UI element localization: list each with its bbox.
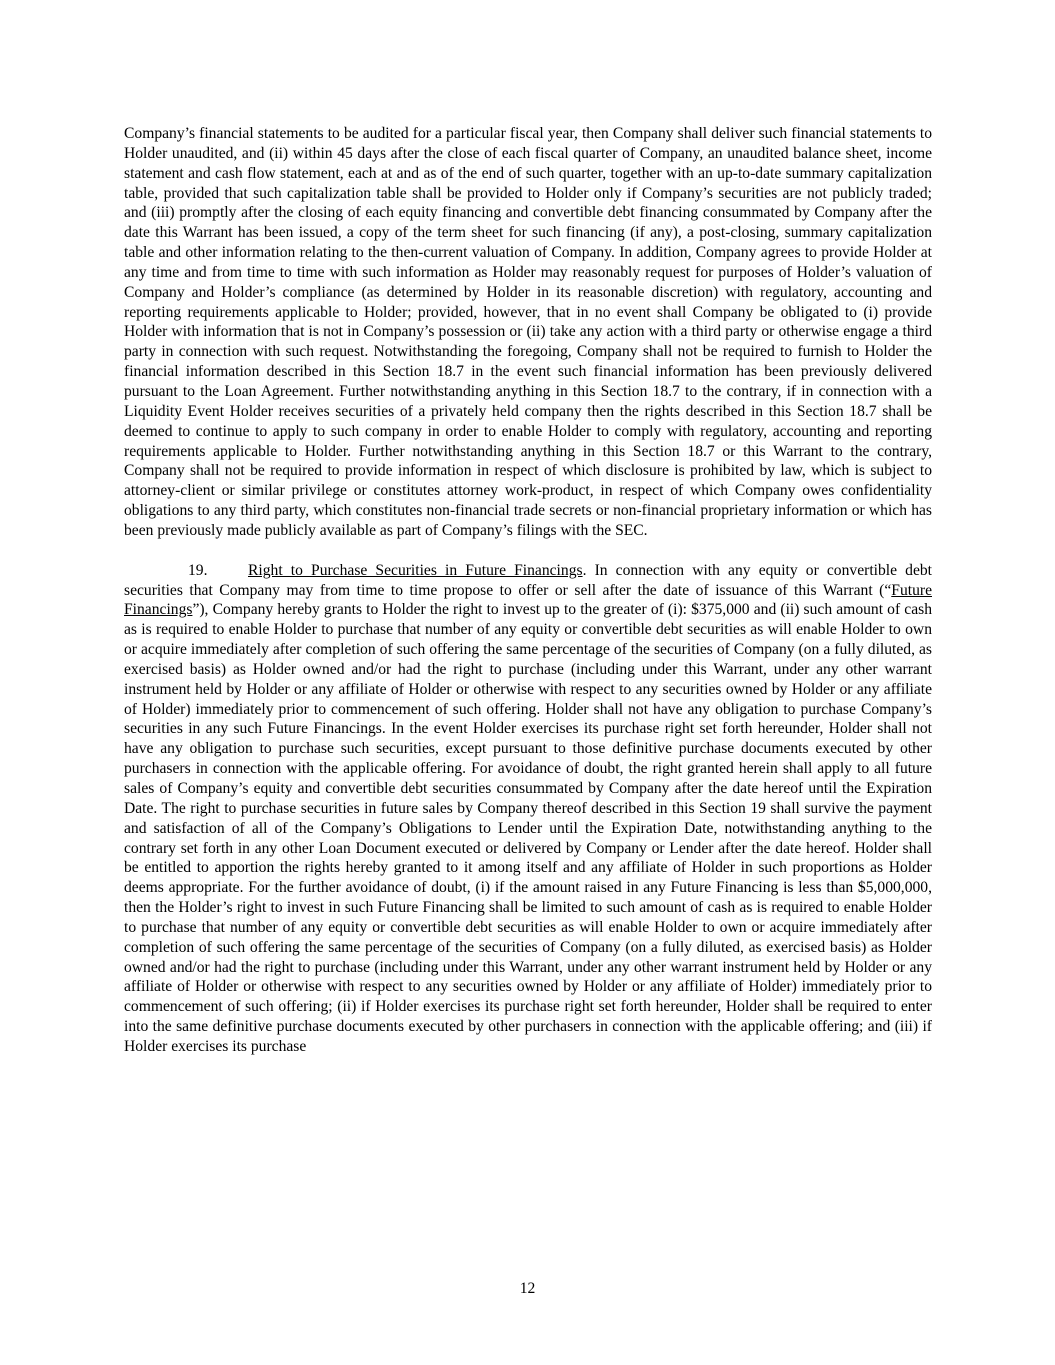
- section-text-part-a: . In connection with any equity or convertible debt securities that Company may from time to time propose to offer or sell after the date of issuance of this Warrant (“: [124, 561, 932, 599]
- section-text-part-b: ”), Company hereby grants to Holder the right to invest up to the greater of (i): $375,000 and (ii) such amount of cash as is required to enable Holder to purchase that number of any equity or convertible debt securities as will enable Holder to own or acquire immediately after completion of such offering the same percentage of the securities of Company (on a fully diluted, as exercised basis) as Holder owned and/or had the right to purchase (including under this Warrant, under any other warrant instrument held by Holder or any affiliate of Holder or otherwise with respect to any securities owned by Holder or any affiliate of Holder) immediately prior to commencement of such offering. Holder shall not have any obligation to purchase Company’s securities in any such Future Financings. In the event Holder exercises its purchase right set forth hereunder, Holder shall not have any obligation to purchase such securities, except pursuant to those definitive purchase documents executed by other purchasers in connection with the applicable offering. For avoidance of doubt, the right granted herein shall apply to all future sales of Company’s equity and convertible debt securities consummated by Company after the date hereof until the Expiration Date. The right to purchase securities in future sales by Company thereof described in this Section 19 shall survive the payment and satisfaction of all of the Company’s Obligations to Lender until the Expiration Date, notwithstanding anything to the contrary set forth in any other Loan Document executed or delivered by Company or Lender after the date hereof. Holder shall be entitled to apportion the rights hereby granted to it among itself and any affiliate of Holder in such proportions as Holder deems appropriate. For the further avoidance of doubt, (i) if the amount raised in any Future Financing is less than $5,000,000, then the Holder’s right to invest in such Future Financing shall be limited to such amount of cash as is required to enable Holder to purchase that number of any equity or convertible debt securities as will enable Holder to own or acquire immediately after completion of such offering the same percentage of the securities of Company (on a fully diluted, as exercised basis) as Holder owned and/or had the right to purchase (including under this Warrant, under any other warrant instrument held by Holder or any affiliate of Holder or otherwise with respect to any securities owned by Holder or any affiliate of Holder) immediately prior to commencement of such offering; (ii) if Holder exercises its purchase right set forth hereunder, Holder shall be required to enter into the same definitive purchase documents executed by other purchasers in connection with the applicable offering; and (iii) if Holder exercises its purchase: [124, 601, 932, 1055]
- paragraph-section-18-7-continued: Company’s financial statements to be audited for a particular fiscal year, then Company shall deliver such financial statements to Holder unaudited, and (ii) within 45 days after the close of each fiscal quarter of Company, an unaudited balance sheet, income statement and cash flow statement, each at and as of the end of such quarter, together with an up-to-date summary capitalization table, provided that such capitalization table shall be provided to Holder only if Company’s securities are not publicly traded; and (iii) promptly after the closing of each equity financing and convertible debt financing consummated by Company after the date this Warrant has been issued, a copy of the term sheet for such financing (if any), a post-closing, summary capitalization table and other information relating to the then-current valuation of Company. In addition, Company agrees to provide Holder at any time and from time to time with such information as Holder may reasonably request for purposes of Holder’s valuation of Company and Holder’s compliance (as determined by Holder in its reasonable discretion) with regulatory, accounting and reporting requirements applicable to Holder; provided, however, that in no event shall Company be obligated to (i) provide Holder with information that is not in Company’s possession or (ii) take any action with a third party or otherwise engage a third party in connection with such request. Notwithstanding the foregoing, Company shall not be required to furnish to Holder the financial information described in this Section 18.7 in the event such financial information has been previously delivered pursuant to the Loan Agreement. Further notwithstanding anything in this Section 18.7 to the contrary, if in connection with a Liquidity Event Holder receives securities of a privately held company then the rights described in this Section 18.7 shall be deemed to continue to apply to such company in order to enable Holder to comply with regulatory, accounting and reporting requirements applicable to Holder. Further notwithstanding anything in this Section 18.7 or this Warrant to the contrary, Company shall not be required to provide information in respect of which disclosure is prohibited by law, which is subject to attorney-client or similar privilege or constitutes attorney work-product, in respect of which Company owes confidentiality obligations to any third party, which constitutes non-financial trade secrets or non-financial proprietary information or which has been previously made publicly available as part of Company’s filings with the SEC.: [124, 125, 932, 539]
- section-heading: Right to Purchase Securities in Future Financings: [248, 561, 583, 579]
- section-number: 19.: [188, 561, 208, 579]
- document-page: [124, 124, 932, 1057]
- page-number: 12: [519, 1280, 536, 1297]
- paragraph-section-19: [124, 561, 932, 1057]
- defined-term-future-financings: Future Financings: [124, 581, 932, 619]
